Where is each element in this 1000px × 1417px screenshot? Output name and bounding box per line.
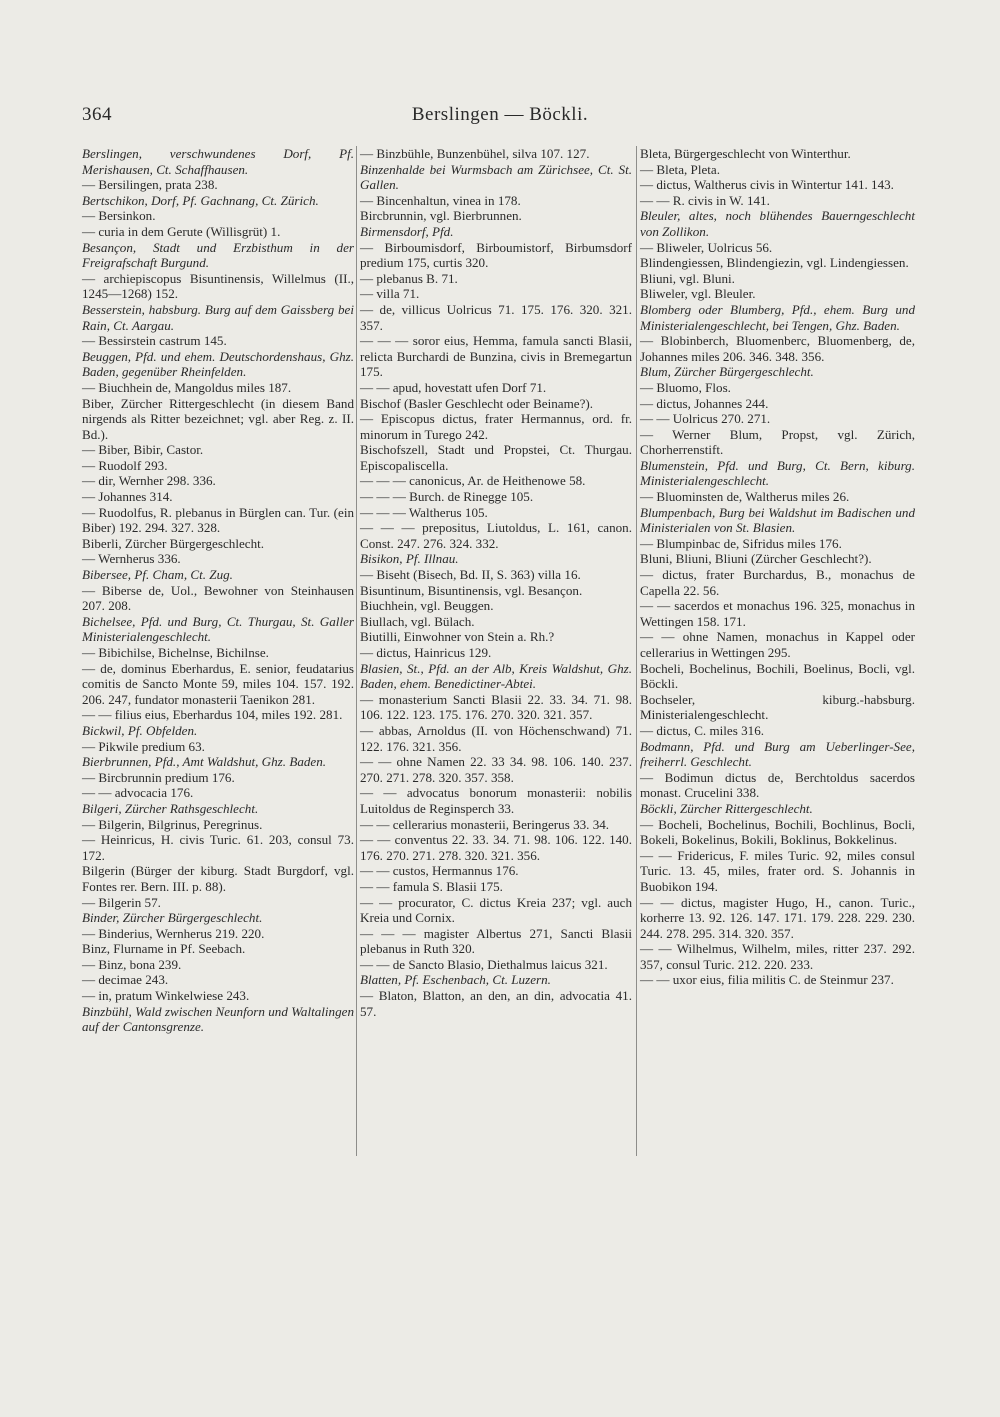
index-entry: — Bliweler, Uolricus 56. xyxy=(640,239,773,255)
index-entry: — — ohne Namen, monachus in Kappel oder cellerarius in Wettingen 295. xyxy=(640,629,915,660)
index-entry: — Binz, bona 239. xyxy=(82,956,182,972)
index-entry: Biuchhein, vgl. Beuggen. xyxy=(360,598,494,614)
index-entry: — Blumpinbac de, Sifridus miles 176. xyxy=(640,535,842,551)
index-entry: Bleta, Bürgergeschlecht von Winterthur. xyxy=(640,146,851,161)
index-entry: — Biber, Bibir, Castor. xyxy=(82,442,204,458)
index-heading: Bierbrunnen, Pfd., Amt Waldshut, Ghz. Baden. xyxy=(82,754,327,770)
index-entry: — plebanus B. 71. xyxy=(360,270,458,286)
index-entry: — Bersinkon. xyxy=(82,208,156,224)
index-entry: — Ruodolf 293. xyxy=(82,457,168,473)
index-entry: — Heinricus, H. civis Turic. 61. 203, consul 73. 172. xyxy=(82,832,354,863)
index-entry: — villa 71. xyxy=(360,286,420,302)
index-entry: — dictus, Waltherus civis in Wintertur 141. 143. xyxy=(640,177,894,193)
index-entry: — Werner Blum, Propst, vgl. Zürich, Chorherrenstift. xyxy=(640,426,915,458)
index-heading: Binder, Zürcher Bürgergeschlecht. xyxy=(82,910,263,926)
index-heading: Blatten, Pf. Eschenbach, Ct. Luzern. xyxy=(360,972,551,988)
index-entry: — — sacerdos et monachus 196. 325, monachus in Wettingen 158. 171. xyxy=(640,598,915,629)
index-entry: — — Fridericus, F. miles Turic. 92, miles consul Turic. 13. 45, miles, frater ord. S. Johannis in Buobikon 194. xyxy=(640,847,915,894)
index-entry: Bircbrunnin, vgl. Bierbrunnen. xyxy=(360,208,522,224)
index-entry: — dictus, frater Burchardus, B., monachus de Capella 22. 56. xyxy=(640,567,915,598)
index-heading: Blasien, St., Pfd. an der Alb, Kreis Waldshut, Ghz. Baden, ehem. Benedictiner-Abtei. xyxy=(360,660,632,692)
index-entry: Bilgerin (Bürger der kiburg. Stadt Burgdorf, vgl. Fontes rer. Bern. III. p. 88). xyxy=(82,863,354,894)
index-column-2 xyxy=(360,146,632,1019)
index-entry: — — cellerarius monasterii, Beringerus 33. 34. xyxy=(360,816,610,832)
index-entry: — Bessirstein castrum 145. xyxy=(82,333,227,349)
index-entry: — Biuchhein de, Mangoldus miles 187. xyxy=(82,379,292,395)
index-heading: Binzbühl, Wald zwischen Neunforn und Waltalingen auf der Cantonsgrenze. xyxy=(82,1003,354,1035)
index-entry: — Bocheli, Bochelinus, Bochili, Bochlinus, Bocli, Bokeli, Bokelinus, Bokili, Boklinus, Bokkelinus. xyxy=(640,816,915,848)
index-heading: Binzenhalde bei Wurmsbach am Zürichsee, Ct. St. Gallen. xyxy=(360,161,632,193)
index-entry: — Bluominsten de, Waltherus miles 26. xyxy=(640,489,850,505)
index-entry: — Blobinberch, Bluomenberc, Bluomenberg, de, Johannes miles 206. 346. 348. 356. xyxy=(640,333,915,364)
index-entry: — dictus, Johannes 244. xyxy=(640,395,769,411)
column-divider xyxy=(636,146,637,1156)
index-heading: Besançon, Stadt und Erzbisthum in der Freigrafschaft Burgund. xyxy=(82,239,354,271)
index-heading: Blumenstein, Pfd. und Burg, Ct. Bern, kiburg. Ministerialengeschlecht. xyxy=(640,457,915,489)
index-heading: Blumpenbach, Burg bei Waldshut im Badischen und Ministerialen von St. Blasien. xyxy=(640,504,915,536)
index-entry: — Bleta, Pleta. xyxy=(640,161,721,177)
index-entry: Bochseler, kiburg.-habsburg. Ministerialengeschlecht. xyxy=(640,691,915,723)
index-heading: Bodmann, Pfd. und Burg am Ueberlinger-See, freiherrl. Geschlecht. xyxy=(640,738,915,770)
index-heading: Berslingen, verschwundenes Dorf, Pf. Merishausen, Ct. Schaffhausen. xyxy=(82,146,354,177)
index-column-1 xyxy=(82,146,354,1035)
index-entry: — Bilgerin, Bilgrinus, Peregrinus. xyxy=(82,816,263,832)
index-entry: Biullach, vgl. Bülach. xyxy=(360,613,475,629)
index-entry: Biberli, Zürcher Bürgergeschlecht. xyxy=(82,535,265,551)
index-entry: — — — canonicus, Ar. de Heithenowe 58. xyxy=(360,473,586,489)
index-entry: — — — magister Albertus 271, Sancti Blasii plebanus in Ruth 320. xyxy=(360,925,632,957)
index-entry: — Bibichilse, Bichelnse, Bichilnse. xyxy=(82,645,269,660)
index-entry: — — conventus 22. 33. 34. 71. 98. 106. 122. 140. 176. 270. 271. 278. 320. 321. 356. xyxy=(360,832,632,863)
index-entry: Biutilli, Einwohner von Stein a. Rh.? xyxy=(360,629,555,645)
index-heading: Blomberg oder Blumberg, Pfd., ehem. Burg und Ministerialengeschlecht, bei Tengen, Ghz. Baden. xyxy=(640,301,915,333)
index-entry: — — advocatus bonorum monasterii: nobilis Luitoldus de Reginsperch 33. xyxy=(360,785,632,816)
index-entry: — Bilgerin 57. xyxy=(82,894,161,910)
index-entry: — Bircbrunnin predium 176. xyxy=(82,769,235,785)
index-entry: — Ruodolfus, R. plebanus in Bürglen can. Tur. (ein Biber) 192. 294. 327. 328. xyxy=(82,504,354,536)
index-heading: Böckli, Zürcher Rittergeschlecht. xyxy=(640,800,813,816)
index-heading: Bilgeri, Zürcher Rathsgeschlecht. xyxy=(82,800,259,816)
index-entry: — Blaton, Blatton, an den, an din, advocatia 41. 57. xyxy=(360,988,632,1019)
index-heading: Birmensdorf, Pfd. xyxy=(360,223,454,239)
index-entry: — Biberse de, Uol., Bewohner von Steinhausen 207. 208. xyxy=(82,582,354,614)
index-entry: — de, dominus Eberhardus, E. senior, feudatarius comitis de Sancto Monte 59, miles 104. 157. 192. 206. 247, fundator monasterii Taenikon 281. xyxy=(82,660,354,707)
index-entry: — — custos, Hermannus 176. xyxy=(360,863,519,879)
index-entry: Blindengiessen, Blindengiezin, vgl. Lindengiessen. xyxy=(640,255,909,271)
index-entry: Bischof (Basler Geschlecht oder Beiname?). xyxy=(360,395,594,411)
index-entry: — — Uolricus 270. 271. xyxy=(640,411,771,427)
index-entry: — Episcopus dictus, frater Hermannus, ord. fr. minorum in Turego 242. xyxy=(360,411,632,442)
index-entry: — — uxor eius, filia militis C. de Steinmur 237. xyxy=(640,972,894,988)
index-entry: — curia in dem Gerute (Willisgrüt) 1. xyxy=(82,223,281,239)
index-heading: Bisikon, Pf. Illnau. xyxy=(360,551,459,567)
index-entry: — monasterium Sancti Blasii 22. 33. 34. 71. 98. 106. 122. 123. 175. 176. 270. 320. 321. 357. xyxy=(360,691,632,723)
index-column-3 xyxy=(640,146,915,988)
index-entry: — Bluomo, Flos. xyxy=(640,379,731,395)
index-entry: — de, villicus Uolricus 71. 175. 176. 320. 321. 357. xyxy=(360,301,632,333)
index-entry: — Bodimun dictus de, Berchtoldus sacerdos monast. Crucelini 338. xyxy=(640,769,915,801)
index-entry: — — — soror eius, Hemma, famula sancti Blasii, relicta Burchardi de Bunzina, civis in Bremegartun 175. xyxy=(360,333,632,380)
index-entry: Bliweler, vgl. Bleuler. xyxy=(640,286,756,302)
index-entry: Biber, Zürcher Rittergeschlecht (in diesem Band nirgends als Ritter bezeichnet; vgl. aber Reg. z. II. Bd.). xyxy=(82,395,354,442)
index-entry: — Wernherus 336. xyxy=(82,551,181,567)
index-entry: — — ohne Namen 22. 33 34. 98. 106. 140. 237. 270. 271. 278. 320. 357. 358. xyxy=(360,754,632,785)
index-entry: — Binzbühle, Bunzenbühel, silva 107. 127. xyxy=(360,146,590,161)
index-heading: Bleuler, altes, noch blühendes Bauerngeschlecht von Zollikon. xyxy=(640,208,915,239)
index-entry: — — de Sancto Blasio, Diethalmus laicus 321. xyxy=(360,956,608,972)
index-heading: Bibersee, Pf. Cham, Ct. Zug. xyxy=(82,567,233,583)
index-entry: — in, pratum Winkelwiese 243. xyxy=(82,988,250,1004)
index-entry: — archiepiscopus Bisuntinensis, Willelmus (II., 1245—1268) 152. xyxy=(82,270,354,302)
index-entry: — — filius eius, Eberhardus 104, miles 192. 281. xyxy=(82,707,343,723)
index-entry: — Birboumisdorf, Birboumistorf, Birbumsdorf predium 175, curtis 320. xyxy=(360,239,632,271)
index-heading: Beuggen, Pfd. und ehem. Deutschordenshaus, Ghz. Baden, gegenüber Rheinfelden. xyxy=(82,348,354,380)
index-entry: — — Wilhelmus, Wilhelm, miles, ritter 237. 292. 357, consul Turic. 212. 220. 233. xyxy=(640,941,915,972)
index-entry: — — advocacia 176. xyxy=(82,785,194,801)
index-entry: — — — Waltherus 105. xyxy=(360,504,488,520)
index-heading: Bertschikon, Dorf, Pf. Gachnang, Ct. Zürich. xyxy=(82,192,319,208)
index-entry: Bluni, Bliuni, Bliuni (Zürcher Geschlecht?). xyxy=(640,551,872,567)
index-entry: — dictus, C. miles 316. xyxy=(640,722,765,738)
index-entry: Bischofszell, Stadt und Propstei, Ct. Thurgau. Episcopaliscella. xyxy=(360,442,632,473)
index-entry: — Pikwile predium 63. xyxy=(82,738,205,754)
column-divider xyxy=(356,146,357,1156)
index-entry: — — procurator, C. dictus Kreia 237; vgl. auch Kreia und Cornix. xyxy=(360,894,632,926)
index-heading: Blum, Zürcher Bürgergeschlecht. xyxy=(640,364,814,380)
index-entry: Bliuni, vgl. Bluni. xyxy=(640,270,735,286)
index-entry: — abbas, Arnoldus (II. von Höchenschwand) 71. 122. 176. 321. 356. xyxy=(360,722,632,754)
index-entry: — dictus, Hainricus 129. xyxy=(360,645,492,660)
index-entry: — Binderius, Wernherus 219. 220. xyxy=(82,925,265,941)
index-entry: — — famula S. Blasii 175. xyxy=(360,878,503,894)
index-entry: Bocheli, Bochelinus, Bochili, Boelinus, Bocli, vgl. Böckli. xyxy=(640,660,915,692)
index-entry: — — R. civis in W. 141. xyxy=(640,192,770,208)
index-entry: — Bincenhaltun, vinea in 178. xyxy=(360,192,521,208)
index-entry: — dir, Wernher 298. 336. xyxy=(82,473,216,489)
index-entry: Bisuntinum, Bisuntinensis, vgl. Besançon. xyxy=(360,582,583,598)
index-entry: — decimae 243. xyxy=(82,972,169,988)
index-entry: — — dictus, magister Hugo, H., canon. Turic., korherre 13. 92. 126. 147. 171. 179. 228. 229. 230. 244. 278. 295. 314. 320. 357. xyxy=(640,894,915,941)
index-entry: — — — Burch. de Rinegge 105. xyxy=(360,489,534,505)
index-entry: — Bersilingen, prata 238. xyxy=(82,177,218,193)
index-entry: Binz, Flurname in Pf. Seebach. xyxy=(82,941,246,957)
index-entry: — Biseht (Bisech, Bd. II, S. 363) villa 16. xyxy=(360,567,581,583)
index-heading: Besserstein, habsburg. Burg auf dem Gaissberg bei Rain, Ct. Aargau. xyxy=(82,301,354,333)
index-heading: Bichelsee, Pfd. und Burg, Ct. Thurgau, St. Galler Ministerialengeschlecht. xyxy=(82,613,354,645)
index-entry: — — apud, hovestatt ufen Dorf 71. xyxy=(360,379,547,395)
index-entry: — — — prepositus, Liutoldus, L. 161, canon. Const. 247. 276. 324. 332. xyxy=(360,520,632,551)
index-heading: Bickwil, Pf. Obfelden. xyxy=(82,722,198,738)
running-head: Berslingen — Böckli. xyxy=(411,104,589,125)
index-entry: — Johannes 314. xyxy=(82,489,173,505)
page-number: 364 xyxy=(82,104,112,125)
